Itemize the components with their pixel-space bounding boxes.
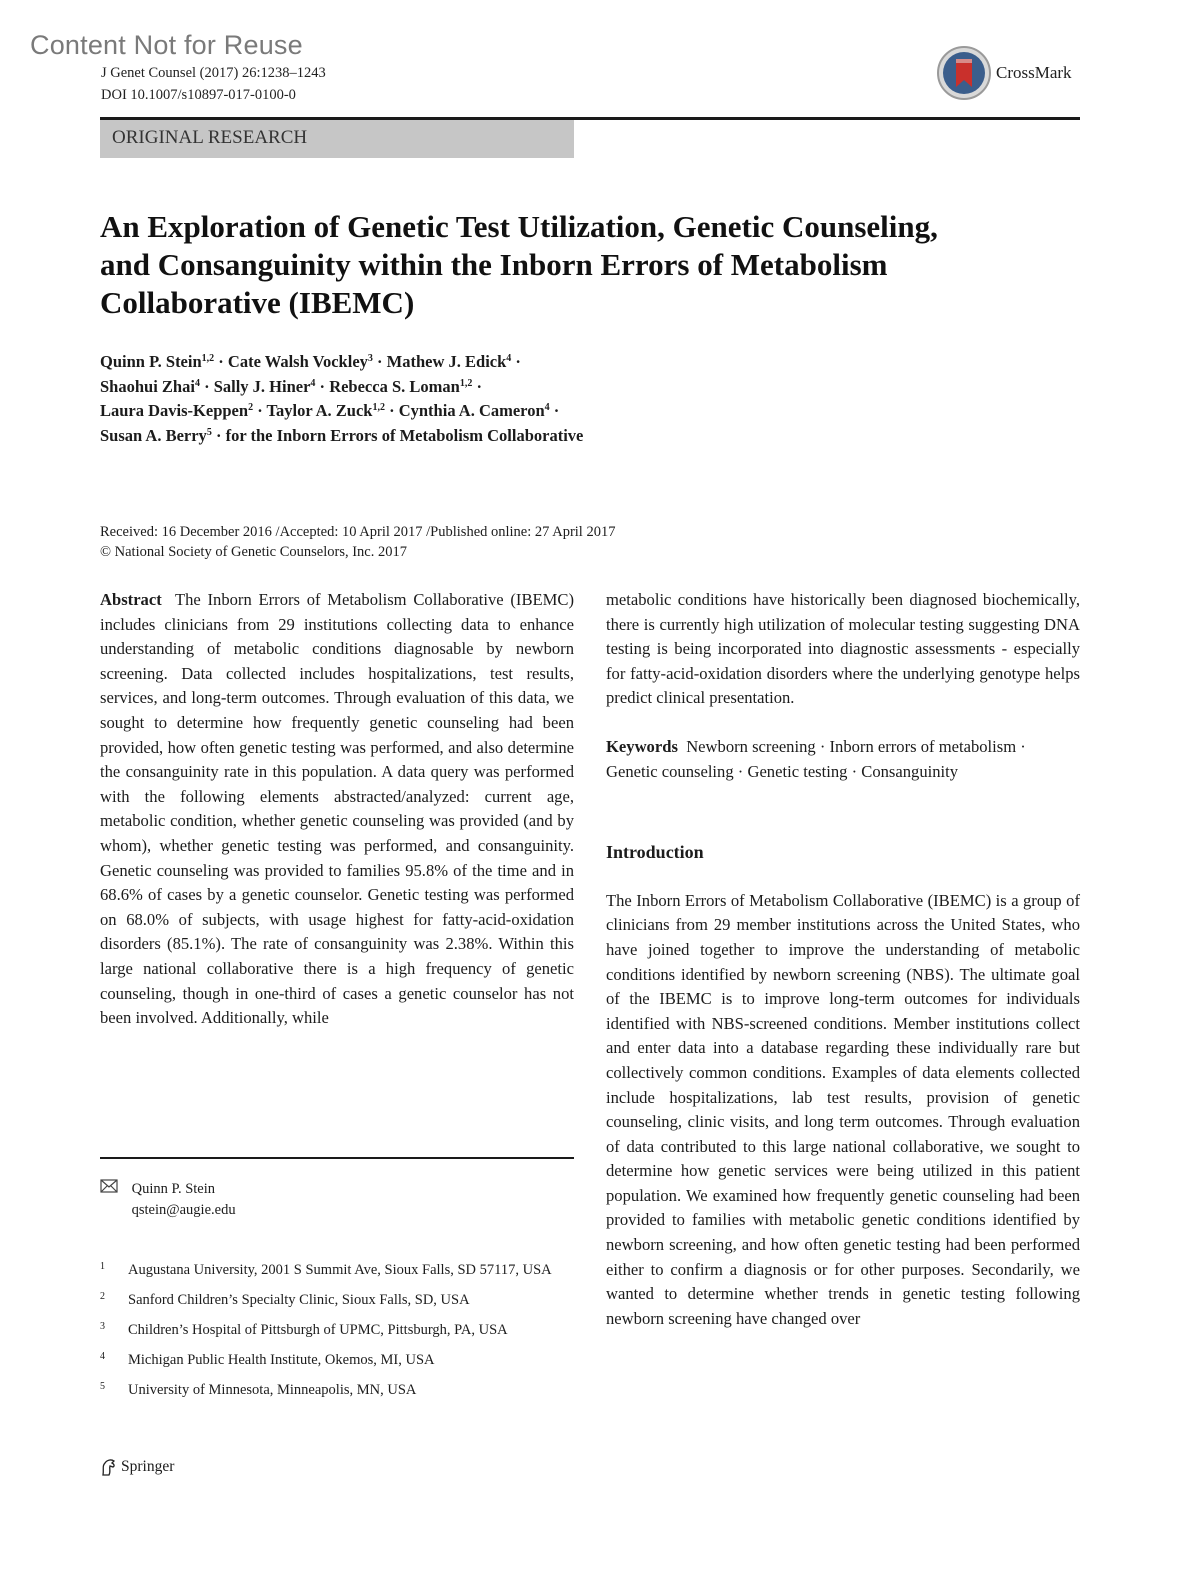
introduction-heading: Introduction <box>606 842 704 863</box>
section-label: ORIGINAL RESEARCH <box>100 120 574 158</box>
author[interactable]: Susan A. Berry$^5$ <box>100 425 212 445</box>
author[interactable]: Taylor A. Zuck$^{1,2}$ <box>266 401 385 420</box>
correspondence-name: Quinn P. Stein <box>131 1181 216 1197</box>
abstract-label: Abstract <box>100 590 162 609</box>
author[interactable]: Rebecca S. Loman$^{1,2}$ <box>329 376 473 396</box>
keywords-text: Newborn screening · Inborn errors of metabolism · Genetic counseling · Genetic testing · Consanguinity <box>606 736 1026 781</box>
affiliation: 2 Sanford Children’s Specialty Clinic, Sioux Falls, SD, USA <box>100 1291 470 1308</box>
author[interactable]: Quinn P. Stein$^{1,2}$ <box>100 352 215 371</box>
copyright-line: © National Society of Genetic Counselors, Inc. 2017 <box>100 544 407 560</box>
correspondence-email[interactable]: qstein@augie.edu <box>131 1202 236 1218</box>
crossmark-icon <box>936 45 992 101</box>
abstract-continued: metabolic conditions have historically been diagnosed biochemically, there is currently high utilization of molecular testing suggesting DNA testing is being incorporated into diagnostic assessments - especially for fatty-acid-oxidation disorders where the underlying genotype helps predict clinical presentation. <box>606 590 1080 708</box>
introduction-text: The Inborn Errors of Metabolism Collaborative (IBEMC) is a group of clinicians from 29 member institutions across the United States, who have joined together to improve the understanding of metabolic conditions identified by newborn screening (NBS). The ultimate goal of the IBEMC is to improve long-term outcomes for individuals identified with NBS-screened conditions. Member institutions collect and enter data into a database regarding these individually rare but collectively common conditions. Examples of data elements collected include hospitalizations, lab test results, provision of genetic counseling, clinic visits, and long term outcomes. Through evaluation of data contributed to this large national collaborative, we sought to determine how genetic services were being utilized in this patient population. We examined how frequently genetic counseling had been provided to families with metabolic genetic conditions identified by newborn screening, and how often genetic testing had been performed either to confirm a diagnosis or for other purposes. Secondarily, we wanted to determine whether trends in genetic testing following newborn screening have changed over <box>606 890 1080 1328</box>
keywords <box>606 735 1080 784</box>
title-line-1: An Exploration of Genetic Test Utilization, Genetic Counseling, <box>100 209 938 244</box>
crossmark-badge[interactable] <box>936 45 1072 101</box>
author[interactable]: Shaohui Zhai$^4$ <box>100 376 200 396</box>
envelope-icon <box>100 1179 118 1200</box>
abstract-text: The Inborn Errors of Metabolism Collaborative (IBEMC) includes clinicians from 29 institutions collecting data to enhance understanding of metabolic conditions diagnosable by newborn screening. Data collected includes hospitalizations, test results, services, and long-term outcomes. Through evaluation of this data, we sought to determine how frequently genetic counseling had been provided, how often genetic testing was performed, and also determine the consanguinity rate in this population. A data query was performed with the following elements abstracted/analyzed: current age, metabolic condition, whether genetic counseling was provided (and by whom), whether genetic testing was performed, and consanguinity. Genetic counseling was provided to families 95.8% of the time and in 68.6% of cases by a genetic counselor. Genetic testing was performed on 68.0% of subjects, with usage highest for fatty-acid-oxidation disorders (85.1%). The rate of consanguinity was 2.38%. Within this large national collaborative there is a high frequency of genetic counseling, though in one-third of cases a genetic counselor has not been involved. Additionally, while <box>100 590 575 1028</box>
doi[interactable]: DOI 10.1007/s10897-017-0100-0 <box>101 87 296 103</box>
author[interactable]: Sally J. Hiner$^4$ <box>213 376 316 396</box>
publisher-logo <box>100 1457 174 1477</box>
title-line-2: and Consanguinity within the Inborn Errors of Metabolism <box>100 247 888 282</box>
watermark: Content Not for Reuse <box>30 30 303 60</box>
author-list: Quinn P. Stein$^{1,2}$ · Cate Walsh Vockley$^3$ · Mathew J. Edick$^4$ · Shaohui Zhai$^4$ · Sally J. Hiner$^4$ · Rebecca S. Loman$^{1,2}$ · Laura Davis-Keppen$^2$ · Taylor A. Zuck$^{1,2}$ · Cynthia A. Cameron$^4$ · Susan A. Berry$^5$ · for the Inborn Errors of Metabolism Collaborative <box>100 352 584 445</box>
keywords-label: Keywords <box>606 736 678 756</box>
affiliation: 4 Michigan Public Health Institute, Okemos, MI, USA <box>100 1351 435 1368</box>
author[interactable]: Laura Davis-Keppen$^2$ <box>100 401 254 420</box>
footnote-rule <box>100 1157 574 1159</box>
right-column <box>606 588 1080 1331</box>
author-group: for the Inborn Errors of Metabolism Collaborative <box>225 425 584 445</box>
affiliations <box>100 1260 574 1400</box>
affiliation: 1 Augustana University, 2001 S Summit Ave, Sioux Falls, SD 57117, USA <box>100 1261 552 1278</box>
dates-line: Received: 16 December 2016 /Accepted: 10 April 2017 /Published online: 27 April 2017 <box>100 524 616 540</box>
author[interactable]: Mathew J. Edick$^4$ <box>386 352 512 371</box>
journal-citation: J Genet Counsel (2017) 26:1238–1243 <box>101 65 326 81</box>
correspondence <box>100 1179 236 1221</box>
crossmark-label: CrossMark <box>996 63 1072 82</box>
affiliation: 3 Children’s Hospital of Pittsburgh of UPMC, Pittsburgh, PA, USA <box>100 1321 508 1338</box>
publication-dates <box>100 522 615 562</box>
author[interactable]: Cate Walsh Vockley$^3$ <box>227 352 373 371</box>
abstract <box>100 588 574 1031</box>
springer-horse-icon <box>100 1457 118 1477</box>
title-line-3: Collaborative (IBEMC) <box>100 285 415 320</box>
affiliation: 5 University of Minnesota, Minneapolis, MN, USA <box>100 1381 417 1398</box>
publisher-name: Springer <box>121 1458 175 1475</box>
author[interactable]: Cynthia A. Cameron$^4$ <box>398 401 550 420</box>
article-title <box>100 208 1080 322</box>
